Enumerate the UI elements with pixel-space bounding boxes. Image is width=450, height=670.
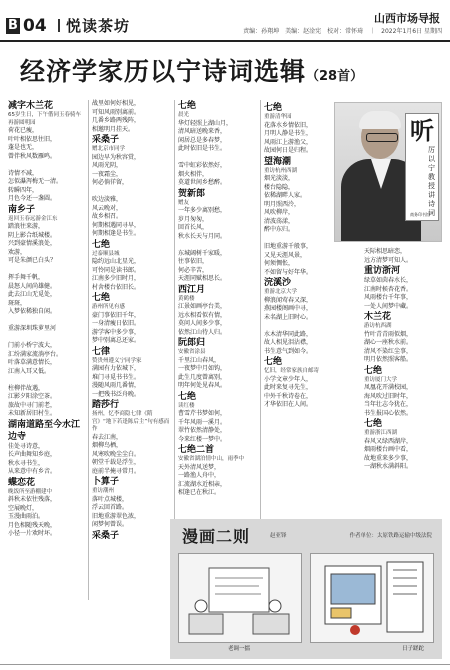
poem-line: 千里江山春风， xyxy=(178,356,221,364)
poem-subtitle: 65岁生日，下午偕同玉春骑车再游圆明园 xyxy=(8,112,81,126)
poem-line: 烟柳鸟栖， xyxy=(92,442,123,449)
poem-subtitle: 黄鹤楼 xyxy=(178,295,195,302)
poem-line: 浮云回首路。 xyxy=(92,504,129,511)
poem-line xyxy=(8,266,84,275)
poem-line: 湖心一座秋水前。 xyxy=(364,339,413,346)
poem-line: 书生意气到如今。 xyxy=(264,347,313,355)
poem-line: 相邀明月挂天。 xyxy=(92,125,135,133)
poem-title: 南乡子 xyxy=(8,204,36,215)
poem-line: 可是朱颜已白头？ xyxy=(8,257,57,264)
poem-line: 依然江山待人归。 xyxy=(178,328,227,336)
poem-line: 梦中别离总还家。 xyxy=(92,337,141,344)
cartoon-author: 赵亚锋 xyxy=(270,533,287,539)
footer-rule xyxy=(0,664,450,665)
poem-subtitle: 赠北京市同学 xyxy=(92,146,126,152)
poem-subtitle: 重游清华园 xyxy=(264,114,292,120)
cartoon-image-1 xyxy=(178,553,302,643)
poem-line: 斑斑， xyxy=(8,299,27,307)
poem-line: 月色今还一盏圆。 xyxy=(8,195,57,202)
poem-line: 醉中东归。 xyxy=(264,226,295,233)
poem-line: 风雨光阴， xyxy=(92,162,123,169)
poem-line: 故乡相召。 xyxy=(92,213,123,220)
poem-line: 柱柳伴故遇， xyxy=(8,384,45,392)
cartoon-caption-1: 老调一擂 xyxy=(228,646,251,652)
poem-column-1 xyxy=(8,100,84,539)
poem-line: 几番乡路两残阵， xyxy=(92,117,141,124)
poem-line: 故地重来多少事， xyxy=(364,454,413,462)
poem-subtitle: 扬州，忆李商隐七律《隋宫》“地下若逢陈后主”句有感而作 xyxy=(92,411,170,432)
poem-subtitle: 返回玉春远游金江东 xyxy=(8,215,58,222)
poem-line: 汇流湖水近相亲， xyxy=(178,480,227,488)
poem-line: 楼台隐隐， xyxy=(264,183,295,191)
cartoon-credit: 作者单位：太原铁路运输中级法院 xyxy=(349,533,432,539)
poem-title: 贺新郎 xyxy=(178,188,206,199)
header-separator xyxy=(58,19,60,32)
poem-line: 战里如何好相见， xyxy=(92,100,141,107)
book-publisher: 商务印书馆 xyxy=(410,212,430,217)
poem-line: 小学文章少年人， xyxy=(264,375,313,383)
poem-line: 清风暗送晚来香， xyxy=(178,128,227,135)
poem-line: 竹叶青青雨似烟， xyxy=(364,330,413,338)
poem-title: 减字木兰花 xyxy=(8,101,54,111)
poem-line: 绿草如茵春水长， xyxy=(364,277,413,284)
poem-line: 玉漫曲雨泊。 xyxy=(8,513,45,520)
poem-title: 采桑子 xyxy=(92,135,120,145)
poem-line: 风雨楼台千年事， xyxy=(364,294,413,301)
column-divider xyxy=(88,100,89,600)
poem-line: 一夜梦中月如钩， xyxy=(178,365,227,372)
poem-title: 踏莎行 xyxy=(92,400,120,410)
poem-title: 七绝 xyxy=(178,101,197,111)
cartoon-box xyxy=(170,519,442,659)
poem-title: 蝶恋花 xyxy=(8,477,36,488)
poem-line: 远方清梦可知人。 xyxy=(364,256,413,264)
poem-line: 凤凰花开满校园， xyxy=(364,384,413,391)
poem-subtitle: 重访厦门大学 xyxy=(364,376,398,383)
poem-line: 可怜同是读书郎。 xyxy=(92,266,141,274)
poem-line: 故园何日是归程。 xyxy=(264,147,313,154)
photo-figure-hair xyxy=(359,111,401,129)
poem-line: 清波荡漾， xyxy=(264,217,295,225)
poem-line: 往事依旧， xyxy=(178,258,209,265)
poem-line: 当年壮志今犹在， xyxy=(364,401,413,408)
poem-line: 小径一片欢时坏。 xyxy=(8,530,57,537)
poem-line: 此时来复寻先生， xyxy=(264,384,313,391)
poem-line: 隐约远山北星光， xyxy=(92,258,141,265)
poem-line: 何必辛苦， xyxy=(178,266,209,274)
poem-line: 堆门寻觅书书生。 xyxy=(92,373,141,381)
poem-line xyxy=(178,241,256,250)
book-title-big: 听 xyxy=(410,116,434,145)
poem-line: 落叶点城楼， xyxy=(92,495,129,503)
poem-subtitle: 赠友 xyxy=(178,199,190,206)
cartoon-drawing-2 xyxy=(311,554,433,642)
poem-title: 西江月 xyxy=(178,284,206,295)
poem-line: 旧地重游千般事， xyxy=(264,243,313,250)
poem-title: 七绝 xyxy=(264,357,283,367)
poem-line: 秋水寻书生， xyxy=(8,459,45,467)
poem-subtitle: 游州所见有感 xyxy=(92,304,126,310)
poem-line: 月色相随残天晚， xyxy=(8,521,57,529)
poem-line: 一年多少离别愁， xyxy=(178,207,227,214)
poem-line: 欢游， xyxy=(8,248,27,256)
poem-line: 风云晚对， xyxy=(92,204,123,212)
poem-line: 明月照西泠， xyxy=(264,200,301,208)
poem-line: 相逢已在秋江。 xyxy=(178,489,221,496)
poem-line: 春风又绿西湖岸， xyxy=(364,437,413,445)
poem-line: 曾伴秋风数雁鸣。 xyxy=(8,152,57,160)
poem-line: 朝堂千载是浮生， xyxy=(92,459,141,466)
poem-line: 秋水长天与月同。 xyxy=(178,232,227,240)
poem-line: 燕园楼阁画中寻， xyxy=(264,305,313,312)
poem-line xyxy=(92,188,170,197)
poem-line: 门前小桥宁波大， xyxy=(8,342,57,349)
poem-line: 阴上影合纸城楼。 xyxy=(8,231,57,239)
poem-line: 江南多少旧时月， xyxy=(92,275,141,282)
poem-line: 蓬是也无， xyxy=(8,144,39,151)
poem-line: 柳浪闻莺春又深， xyxy=(264,296,313,304)
poem-line: 闲居总是多春梦， xyxy=(178,136,227,144)
edition-meta: 责编：孙翔坤 美编：赵淦宪 校对：常怀琦 ｜ 2022年1月6日 星期四 xyxy=(243,28,442,35)
poem-line: 怎似瀑泻梅无一清。 xyxy=(8,178,63,185)
poem-title: 七绝 xyxy=(364,365,383,376)
poem-line: 明月依然照客船。 xyxy=(364,356,413,363)
poem-line: 一路渔人舟中， xyxy=(178,472,221,479)
poem-line: 月明人静是书生， xyxy=(264,130,313,137)
poem-line xyxy=(178,154,256,163)
poem-line: 回首长风， xyxy=(178,224,209,231)
poem-column-3 xyxy=(178,100,256,498)
poem-line: 漫随风雨几番情， xyxy=(92,382,141,389)
poem-line: 中外千秋诗卷在， xyxy=(264,392,313,400)
poem-line: 岁月匆匆， xyxy=(178,215,209,223)
poem-line: 莫问人间多少事， xyxy=(178,320,227,327)
poem-line: 此生几度曾离别， xyxy=(178,373,227,381)
poem-subtitle: 晚饭所至游棚建中 xyxy=(8,488,53,495)
poem-subtitle: 重游北京大学 xyxy=(264,289,298,295)
poem-line: 烟雨楼台画中看， xyxy=(364,446,413,453)
poem-line: 旅故中寻门前老， xyxy=(8,401,57,409)
poem-title: 七绝 xyxy=(178,391,197,402)
poem-line xyxy=(8,317,84,326)
poem-line: 晨怒人间尚雄健。 xyxy=(8,282,57,290)
poem-line: 豪门事依旧千年， xyxy=(92,311,141,319)
poem-line: 故人相见泪沾襟， xyxy=(264,339,313,346)
poem-line: 江南入耳又低。 xyxy=(8,367,51,375)
poem-line: 春去江南， xyxy=(92,433,123,441)
poem-line: 花落水乡情依旧， xyxy=(264,121,313,129)
headline-count: （28首） xyxy=(306,69,364,84)
poem-subtitle: 重访杭州西湖 xyxy=(264,167,298,174)
poem-column-4 xyxy=(264,102,344,410)
poem-line: 此时依旧是书生。 xyxy=(178,145,227,152)
poem-title: 湖南道路至今水江边寺 xyxy=(8,419,81,442)
poem-line: 天外清风送梦， xyxy=(178,463,221,471)
cartoon-title: 漫画二则 xyxy=(182,527,251,546)
book-title-vertical: 厉以宁教授讲诗词 xyxy=(428,146,435,217)
poem-subtitle: 安徽省涂县 xyxy=(178,349,206,355)
poem-subtitle: 赞贵州遵义宁同学家 xyxy=(92,357,142,364)
poem-line: 园边早为秋容赏， xyxy=(92,153,141,161)
poem-line: 水木清华同此路， xyxy=(264,330,313,338)
poem-line: 清风不染红尘事， xyxy=(364,347,413,355)
poem-line: 雪中虹彩依然好， xyxy=(178,162,227,169)
page-number: 04 xyxy=(23,16,47,36)
poem-subtitle: 重游浙江西湖 xyxy=(364,430,398,436)
poem-line: 远水相看似有情， xyxy=(178,311,227,319)
poem-line: 挥手舞千帆， xyxy=(8,274,45,281)
poem-line: 风雨江上游渔父， xyxy=(264,138,313,146)
poem-line: 江南时候杏花香。 xyxy=(364,285,413,293)
poem-line: 江景如画亭台美， xyxy=(178,303,227,310)
poem-line: 从来意中有乡音。 xyxy=(8,468,57,475)
poem-title: 采桑子 xyxy=(92,530,120,541)
cartoon-image-2 xyxy=(310,553,434,643)
poem-title: 阮郎归 xyxy=(178,338,206,348)
poem-line: 诗情不减， xyxy=(8,169,39,177)
poem-line: 旧地重游翠色浓， xyxy=(92,512,141,520)
poem-column-2 xyxy=(92,100,170,542)
poem-line: 可知风雨别离前。 xyxy=(92,108,141,116)
book-cover xyxy=(405,113,439,221)
poem-line: 依稀湖畔人家。 xyxy=(264,192,307,199)
poem-line: 庭前半掩寻常月。 xyxy=(92,467,141,475)
poem-line: 一身清瘦日依旧。 xyxy=(92,320,141,327)
poem-line: 一处人间梦中藏。 xyxy=(364,302,413,310)
cartoon-drawing-1 xyxy=(179,554,301,642)
poem-line: 空展晚灯， xyxy=(8,504,39,512)
poem-line: 何期相逢是书生。 xyxy=(92,230,141,237)
poem-line: 吹边淡雅， xyxy=(92,196,123,203)
poem-title: 卜算子 xyxy=(92,477,120,487)
poem-title: 重访浙河 xyxy=(364,266,401,276)
poem-line: 今来红楼一梦中。 xyxy=(178,435,227,443)
poem-line: 风寒吹晚尘尘白。 xyxy=(92,450,141,458)
poem-line: 明年何处见春风。 xyxy=(178,382,227,389)
poem-title: 望海潮 xyxy=(264,156,292,167)
poem-line: 千年风雨一溪月。 xyxy=(178,418,227,426)
poem-title: 七绝 xyxy=(92,293,111,303)
poem-line: 未名湖上旧时心。 xyxy=(264,313,313,321)
poem-title: 七绝 xyxy=(364,419,383,429)
poem-line: 华灯轻照上湖山月， xyxy=(178,119,233,127)
poem-line xyxy=(8,376,84,385)
poem-line: 一湖秋水满斜阳。 xyxy=(364,463,413,470)
poem-line: 莫道世间乡愁醉。 xyxy=(178,179,227,186)
poem-line: 江影夕阳涂空茶。 xyxy=(8,393,57,400)
poem-subtitle: 重访潮州 xyxy=(92,488,115,494)
poem-line: 天涯同赋相思长。 xyxy=(178,275,227,282)
poem-title: 七律 xyxy=(92,346,111,357)
poem-line: 曹雪芹书梦如何， xyxy=(178,410,227,417)
poem-line: 汇纷满家流淌亭台。 xyxy=(8,350,63,358)
poem-line xyxy=(8,334,84,343)
poem-line: 踏浪往来游， xyxy=(8,223,45,230)
poem-line: 斜秋未依往残落， xyxy=(8,496,57,503)
poem-line: 闲梦何曾误。 xyxy=(92,521,129,528)
poem-subtitle: 安徽省湖泊情中山，雨季中 xyxy=(178,456,245,462)
poem-line: 未知新居旧村生。 xyxy=(8,410,57,417)
poem-line xyxy=(8,161,84,170)
poem-line: 村舍楼台依旧长。 xyxy=(92,283,141,291)
poem-line xyxy=(264,322,344,331)
page-letter-badge: B xyxy=(6,18,20,34)
header-rule xyxy=(0,40,450,42)
poem-line: 入梦依稀独自闲。 xyxy=(8,308,57,315)
poem-line: 海风吹过旧时年， xyxy=(364,392,413,400)
poem-line: 风吹柳岸， xyxy=(264,209,295,216)
poem-line: 何必倘徉留， xyxy=(92,179,129,186)
poem-title: 七绝 xyxy=(264,103,283,113)
poem-line: 翠竹依然清静处， xyxy=(178,427,227,434)
poem-line: 重游深圳珠萝里河 xyxy=(8,325,57,332)
photo-figure-glasses xyxy=(366,133,398,142)
poem-line: 烟光淡淡， xyxy=(264,175,295,182)
poem-line: 兴到豪情溪浪处， xyxy=(8,240,57,247)
poem-line: 荷花已瘦， xyxy=(8,127,39,134)
section-title: 悦读茶坊 xyxy=(66,17,131,35)
poem-line: 书生报国心依然。 xyxy=(364,409,413,417)
poem-line: 满园有力依城下， xyxy=(92,365,141,372)
poem-line: 一把残书泛舟晚。 xyxy=(92,390,141,398)
poem-subtitle: 过泰顺县城 xyxy=(92,250,120,257)
poem-line: 何须惆怅， xyxy=(264,260,295,267)
poem-title: 浣溪沙 xyxy=(264,278,292,288)
poem-subtitle: 读红楼 xyxy=(178,402,195,409)
poem-line: 烟火相伴， xyxy=(178,170,209,178)
poem-line: 游学客中多少事， xyxy=(92,328,141,336)
poem-line: 长声曲舞知乡庭， xyxy=(8,451,57,458)
poem-column-5 xyxy=(364,248,444,472)
newspaper-name: 山西市场导报 xyxy=(374,12,440,25)
headline xyxy=(20,55,363,94)
poem-line: 又见天涯风景， xyxy=(264,251,307,259)
poem-line: 叶叶相依思往旧， xyxy=(8,135,57,143)
headline-text: 经济学家历以宁诗词选辑 xyxy=(20,57,307,86)
poem-line: 转瞬四年， xyxy=(8,186,39,194)
poem-line xyxy=(264,235,344,244)
poem-line: 佳处寻诗意， xyxy=(8,442,45,450)
cartoon-caption-2: 日子蹉跎 xyxy=(402,646,425,652)
poem-subtitle: 忆旧，经常家族自邮寄 xyxy=(264,368,320,374)
poem-line: 一夜霜尘， xyxy=(92,170,123,178)
poem-line: 不如留与好年华。 xyxy=(264,268,313,276)
poem-subtitle: 晨光 xyxy=(178,112,190,118)
poem-line: 此去江山无觅处， xyxy=(8,291,57,298)
poem-line: 何期相遇同寻早， xyxy=(92,221,141,229)
poem-line: 叶落草满意情长， xyxy=(8,359,57,366)
poem-line: 东城阔树千家暖， xyxy=(178,249,227,257)
poem-subtitle: 游访杭西湖 xyxy=(364,323,392,329)
poem-line: 天际相思暗恋， xyxy=(364,248,407,255)
poem-title: 木兰花 xyxy=(364,312,392,322)
author-photo xyxy=(334,102,442,242)
poem-title: 七绝 xyxy=(92,239,111,250)
poem-title: 七绝二首 xyxy=(178,445,215,455)
poem-line: 才华依旧在人间。 xyxy=(264,401,313,408)
